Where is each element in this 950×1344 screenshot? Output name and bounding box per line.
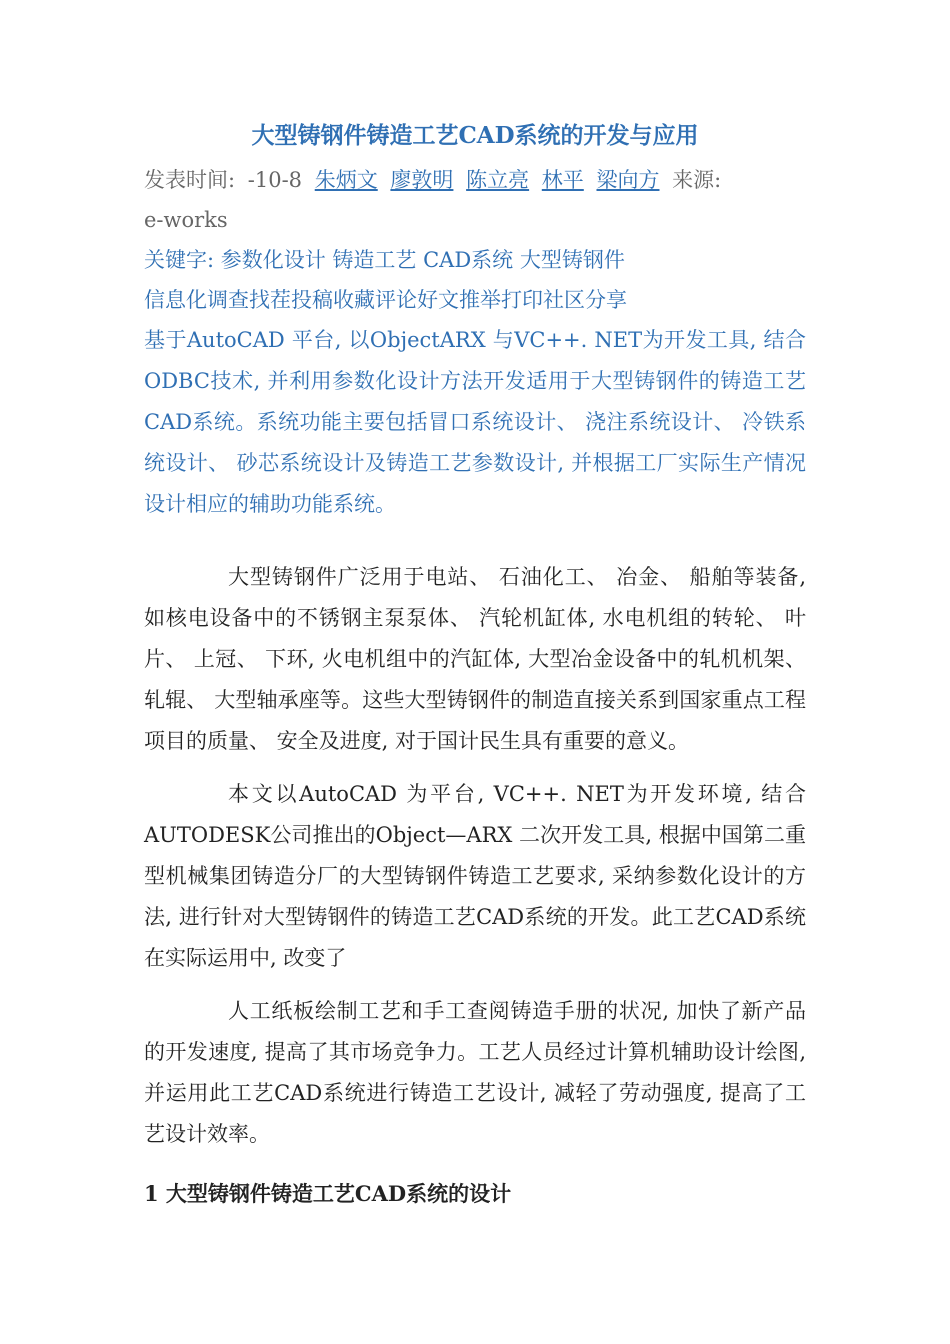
author-link-1[interactable]: 朱炳文 xyxy=(314,168,378,192)
body-paragraph-3: 人工纸板绘制工艺和手工查阅铸造手册的状况, 加快了新产品的开发速度, 提高了其市场竞争力。工艺人员经过计算机辅助设计绘图, 并运用此工艺CAD系统进行铸造工艺设计, 减轻了劳动强度, 提高了工艺设计效率。 xyxy=(144,999,806,1146)
author-link-3[interactable]: 陈立亮 xyxy=(466,168,530,192)
document-page xyxy=(144,118,806,1214)
article-title: 大型铸钢件铸造工艺CAD系统的开发与应用 xyxy=(251,122,699,149)
article-meta xyxy=(144,160,806,240)
date-label: 发表时间: xyxy=(144,168,236,192)
author-link-2[interactable]: 廖敦明 xyxy=(390,168,454,192)
body-paragraph-1: 大型铸钢件广泛用于电站、 石油化工、 冶金、 船舶等装备, 如核电设备中的不锈钢主泵泵体、 汽轮机缸体, 水电机组的转轮、 叶片、 上冠、 下环, 火电机组中的汽缸体, 大型冶金设备中的轧机机架、 轧辊、 大型轴承座等。这些大型铸钢件的制造直接关系到国家重点工程项目的质量、 安全及进度, 对于国计民生具有重要的意义。 xyxy=(144,565,806,753)
keywords-line: 关键字: 参数化设计 铸造工艺 CAD系统 大型铸钢件 xyxy=(144,248,625,272)
body-paragraph-2: 本文以AutoCAD 为平台, VC++. NET为开发环境, 结合AUTODESK公司推出的Object—ARX 二次开发工具, 根据中国第二重型机械集团铸造分厂的大型铸钢件铸造工艺要求, 采纳参数化设计的方法, 进行针对大型铸钢件的铸造工艺CAD系统的开发。此工艺CAD系统在实际运用中, 改变了 xyxy=(144,782,806,970)
article-abstract: 基于AutoCAD 平台, 以ObjectARX 与VC++. NET为开发工具, 结合ODBC技术, 并利用参数化设计方法开发适用于大型铸钢件的铸造工艺CAD系统。系统功能主要包括冒口系统设计、 浇注系统设计、 冷铁系统设计、 砂芯系统设计及铸造工艺参数设计, 并根据工厂实际生产情况设计相应的辅助功能系统。 xyxy=(144,328,806,516)
author-link-4[interactable]: 林平 xyxy=(541,168,584,192)
author-link-5[interactable]: 梁向方 xyxy=(596,168,660,192)
source-label: 来源: xyxy=(672,168,722,192)
section-heading: 1 大型铸钢件铸造工艺CAD系统的设计 xyxy=(144,1181,512,1206)
date-value: -10-8 xyxy=(247,168,303,192)
article-actions-line[interactable]: 信息化调查找茬投稿收藏评论好文推举打印社区分享 xyxy=(144,288,627,312)
source-value: e-works xyxy=(144,208,228,232)
